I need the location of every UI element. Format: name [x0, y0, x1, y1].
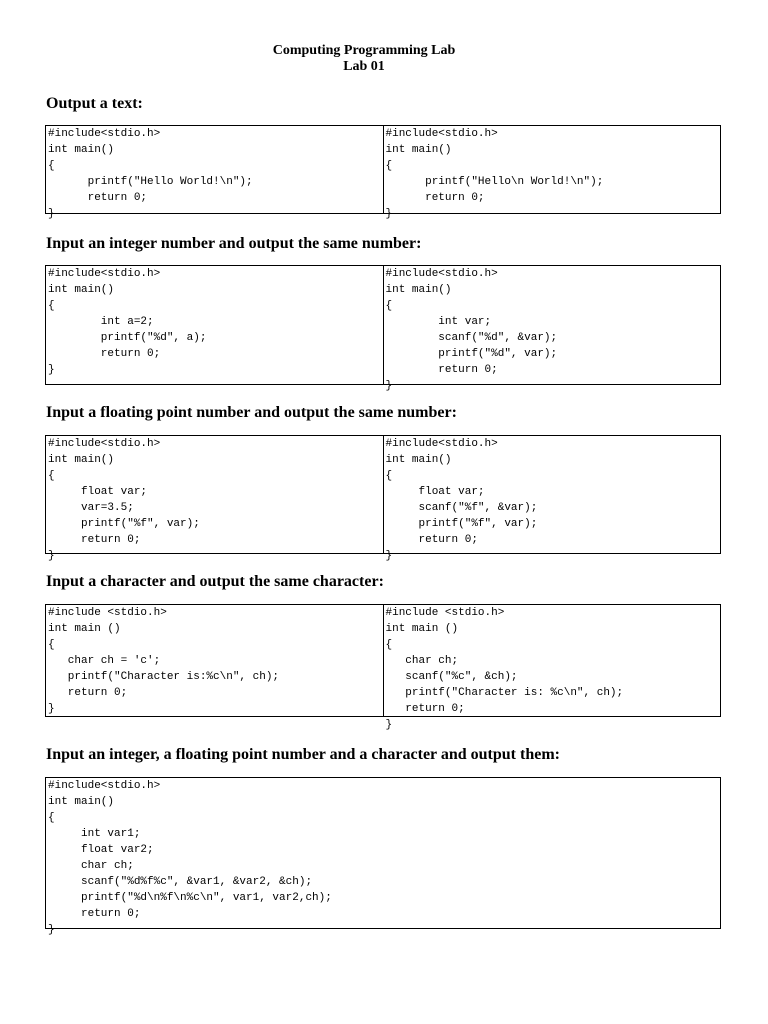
code-block-left: #include<stdio.h> int main() { float var; var=3.5; printf("%f", var); return 0; }: [48, 438, 200, 562]
code-block-right: #include<stdio.h> int main() { int var; scanf("%d", &var); printf("%d", var); return 0; }: [383, 266, 721, 384]
code-block-left: #include<stdio.h> int main() { printf("Hello World!\n"); return 0; }: [48, 128, 253, 220]
section-heading-input-character: Input a character and output the same character:: [46, 573, 384, 590]
code-block-right: #include<stdio.h> int main() { float var; scanf("%f", &var); printf("%f", var); return 0; }: [383, 436, 721, 553]
code-block-left: #include <stdio.h> int main () { char ch = 'c'; printf("Character is:%c\n", ch); return 0; }: [48, 607, 280, 715]
section-heading-input-mixed: Input an integer, a floating point number and a character and output them:: [46, 746, 560, 763]
code-block-full: #include<stdio.h> int main() { int var1; float var2; char ch; scanf("%d%f%c", &var1, &var2, &ch); printf("%d\n%f\n%c\n", var1, var2,ch); return 0; }: [48, 780, 332, 936]
code-table-input-float: [45, 435, 721, 562]
code-table-input-mixed: [45, 777, 721, 936]
lab-title: Computing Programming Lab: [272, 43, 456, 58]
code-table-output-text: [45, 125, 721, 220]
code-table-input-integer: [45, 265, 721, 392]
code-block-left: #include<stdio.h> int main() { int a=2; printf("%d", a); return 0; }: [48, 268, 207, 376]
code-table-input-character: [45, 604, 721, 731]
code-block-right: #include<stdio.h> int main() { printf("Hello\n World!\n"); return 0; }: [383, 126, 721, 213]
lab-number: Lab 01: [343, 59, 385, 74]
section-heading-output-text: Output a text:: [46, 95, 143, 112]
code-block-right: #include <stdio.h> int main () { char ch; scanf("%c", &ch); printf("Character is: %c\n", ch); return 0; }: [383, 605, 721, 716]
section-heading-input-float: Input a floating point number and output the same number:: [46, 404, 457, 421]
document-title: [0, 43, 728, 75]
section-heading-input-integer: Input an integer number and output the same number:: [46, 235, 422, 252]
